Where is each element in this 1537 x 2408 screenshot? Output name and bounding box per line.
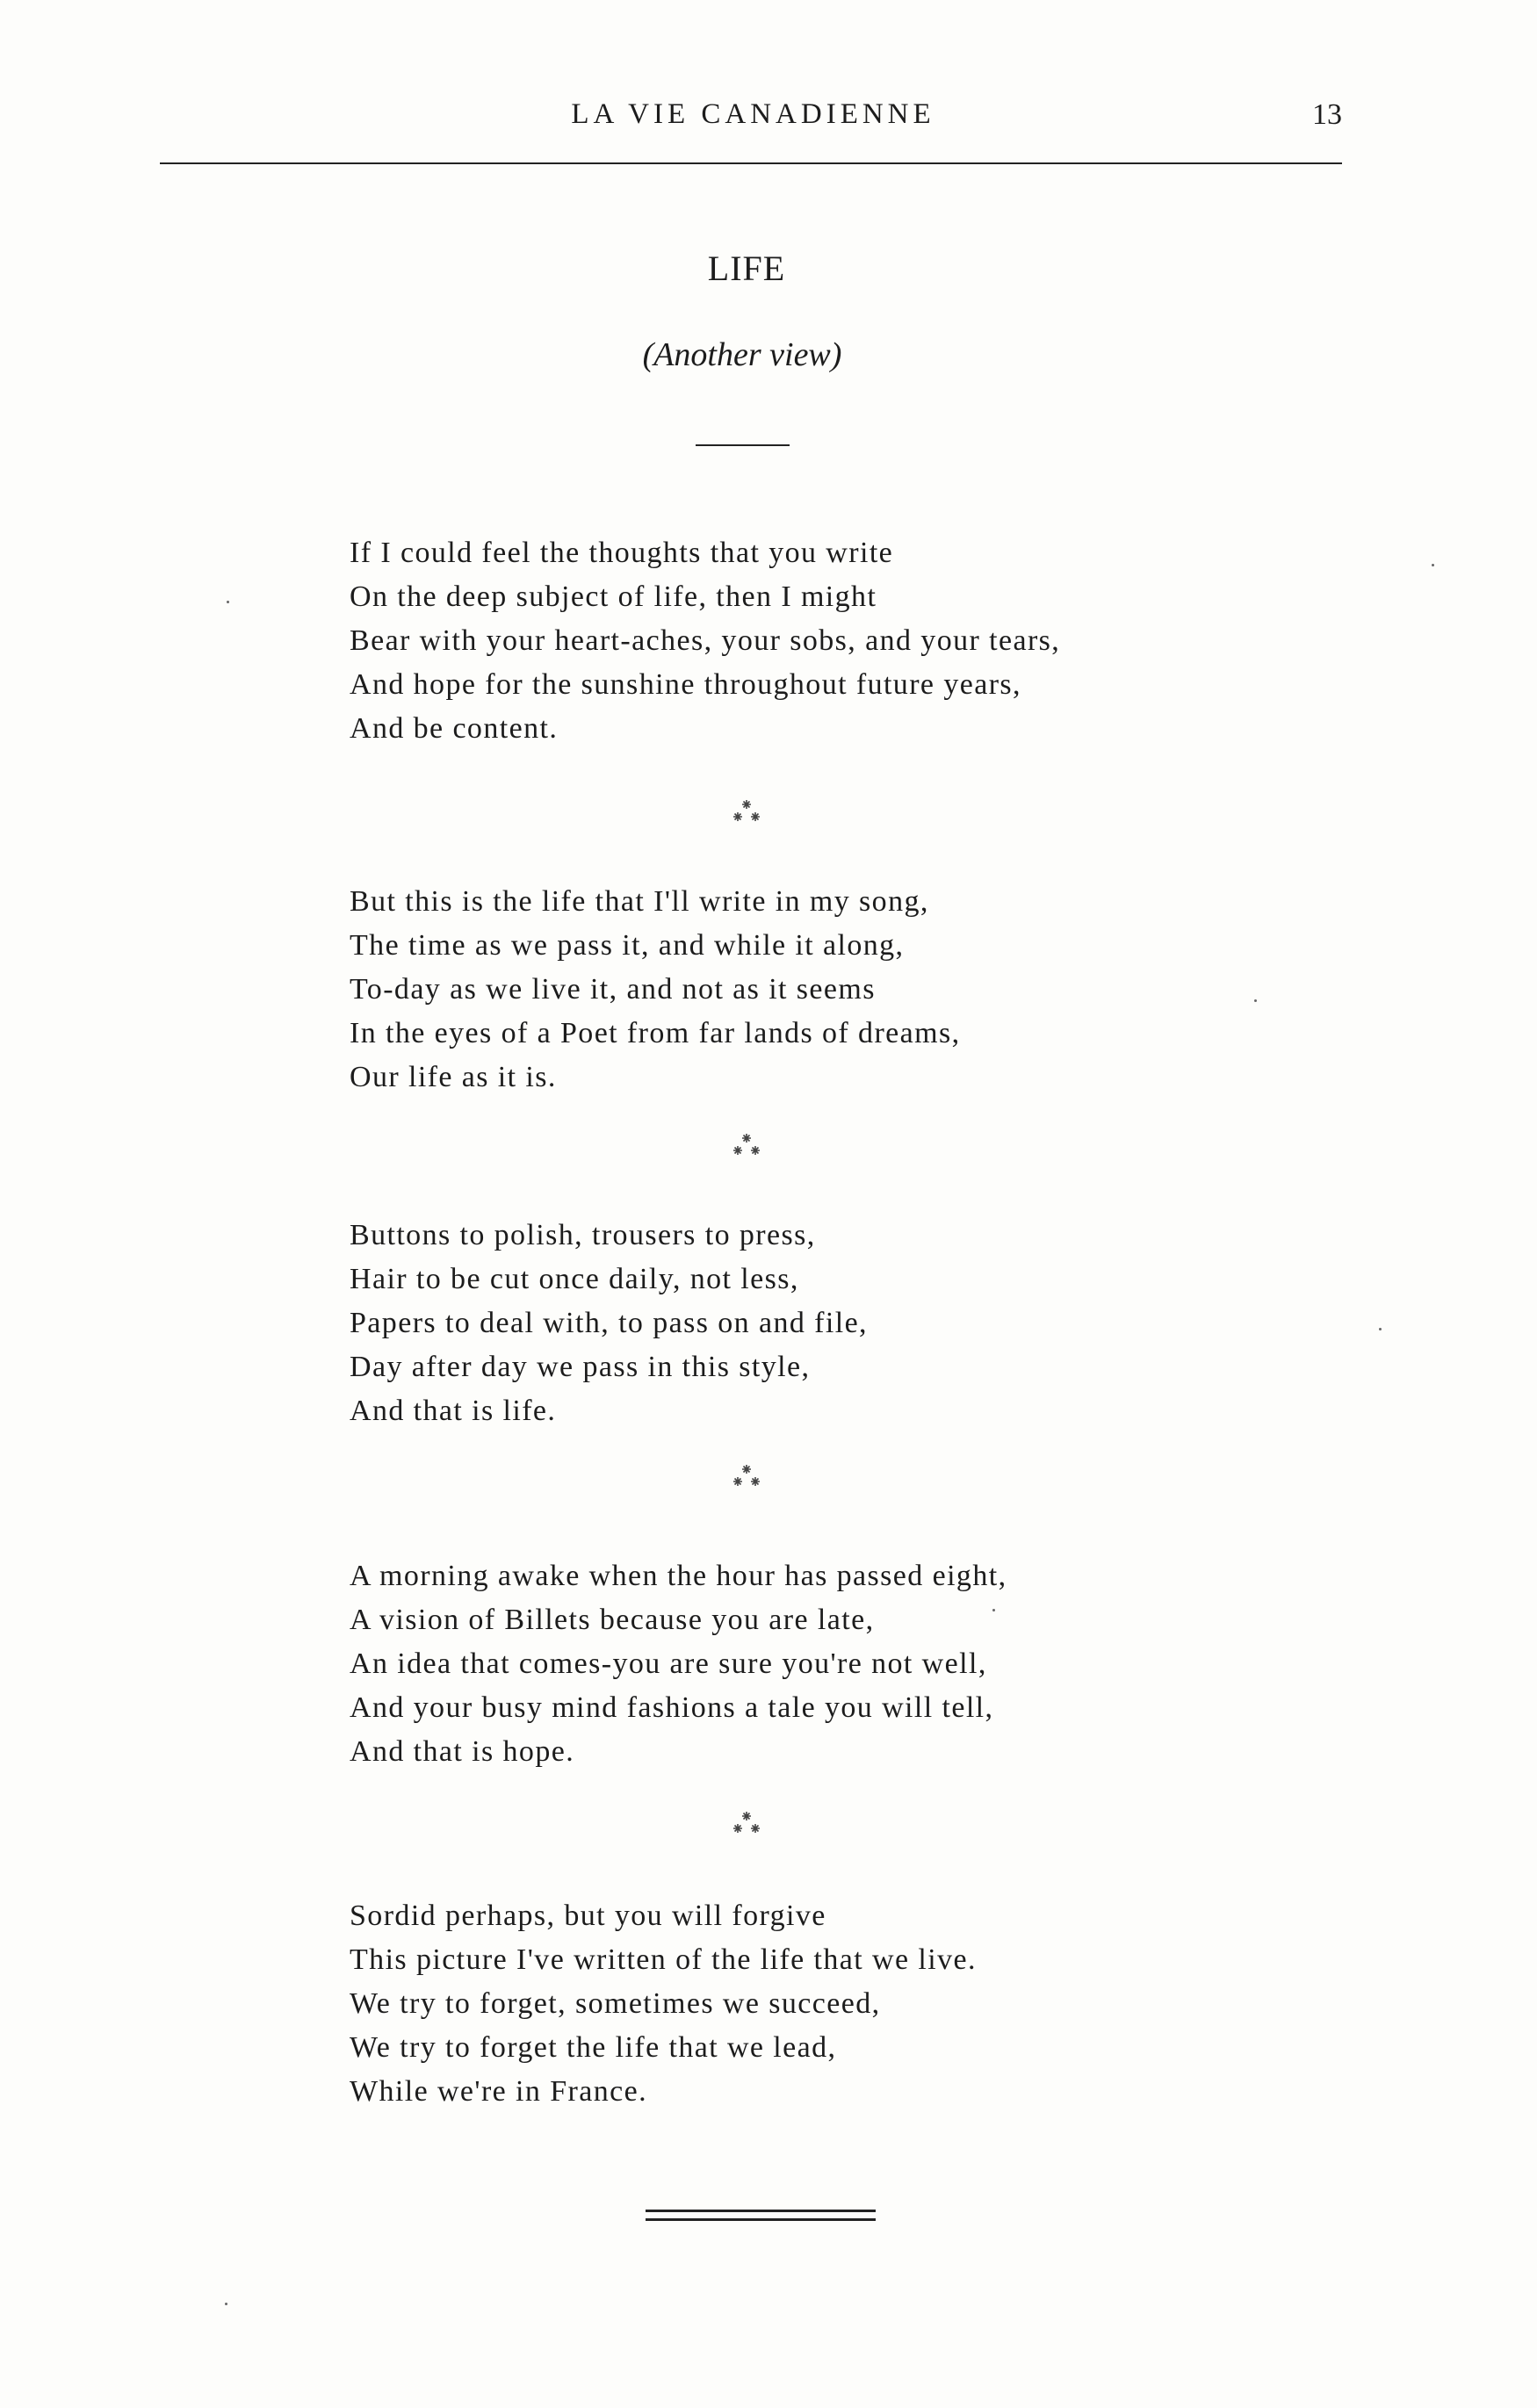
- poem-subtitle: (Another view): [642, 336, 842, 373]
- poem-line: Hair to be cut once daily, not less,: [350, 1263, 799, 1295]
- scan-speck: [227, 601, 229, 603]
- header-rule: [160, 162, 1342, 164]
- asterism-icon: [729, 1809, 764, 1837]
- poem-line: And that is hope.: [350, 1735, 575, 1768]
- poem-line: In the eyes of a Poet from far lands of dreams,: [350, 1017, 961, 1049]
- scan-speck: [1432, 564, 1434, 566]
- poem-line: An idea that comes-you are sure you're not well,: [350, 1647, 987, 1680]
- poem-line: We try to forget the life that we lead,: [350, 2031, 837, 2064]
- stanza: [350, 1554, 1007, 1774]
- poem-line: Buttons to polish, trousers to press,: [350, 1219, 816, 1251]
- scan-speck: [1379, 1328, 1382, 1330]
- poem-line: A vision of Billets because you are late,: [350, 1604, 875, 1636]
- scan-speck: [992, 1609, 995, 1611]
- poem-title: LIFE: [707, 249, 786, 288]
- poem-line: Bear with your heart-aches, your sobs, and your tears,: [350, 624, 1061, 657]
- poem-line: Our life as it is.: [350, 1061, 557, 1093]
- poem-line: Papers to deal with, to pass on and file,: [350, 1307, 868, 1339]
- poem-line: On the deep subject of life, then I might: [350, 580, 877, 613]
- title-rule: [696, 444, 790, 446]
- asterism-icon: [729, 1131, 764, 1159]
- end-rule-bottom: [646, 2218, 876, 2221]
- poem-line: If I could feel the thoughts that you write: [350, 537, 894, 569]
- scan-speck: [1254, 999, 1257, 1002]
- stanza: [350, 880, 961, 1099]
- poem-line: And that is life.: [350, 1395, 557, 1427]
- scan-speck: [225, 2303, 227, 2305]
- poem-line: And your busy mind fashions a tale you will tell,: [350, 1691, 994, 1724]
- poem-line: To-day as we live it, and not as it seems: [350, 973, 876, 1006]
- page-header: [162, 98, 1344, 142]
- poem-line: Day after day we pass in this style,: [350, 1351, 811, 1383]
- running-title: LA VIE CANADIENNE: [571, 98, 935, 130]
- stanza: [350, 1894, 977, 2114]
- poem-line: And hope for the sunshine throughout future years,: [350, 668, 1021, 701]
- poem-line: A morning awake when the hour has passed eight,: [350, 1560, 1007, 1592]
- asterism-icon: [729, 797, 764, 825]
- poem-line: Sordid perhaps, but you will forgive: [350, 1900, 826, 1932]
- poem-line: While we're in France.: [350, 2075, 648, 2108]
- stanza: [350, 531, 1060, 751]
- poem-line: But this is the life that I'll write in my song,: [350, 885, 929, 918]
- poem-line: This picture I've written of the life that we live.: [350, 1943, 977, 1976]
- poem-line: And be content.: [350, 712, 559, 745]
- poem-line: We try to forget, sometimes we succeed,: [350, 1987, 881, 2020]
- poem-line: The time as we pass it, and while it along,: [350, 929, 905, 962]
- stanza: [350, 1214, 868, 1433]
- page-number: 13: [1312, 98, 1342, 131]
- asterism-icon: [729, 1462, 764, 1490]
- end-rule-top: [646, 2210, 876, 2212]
